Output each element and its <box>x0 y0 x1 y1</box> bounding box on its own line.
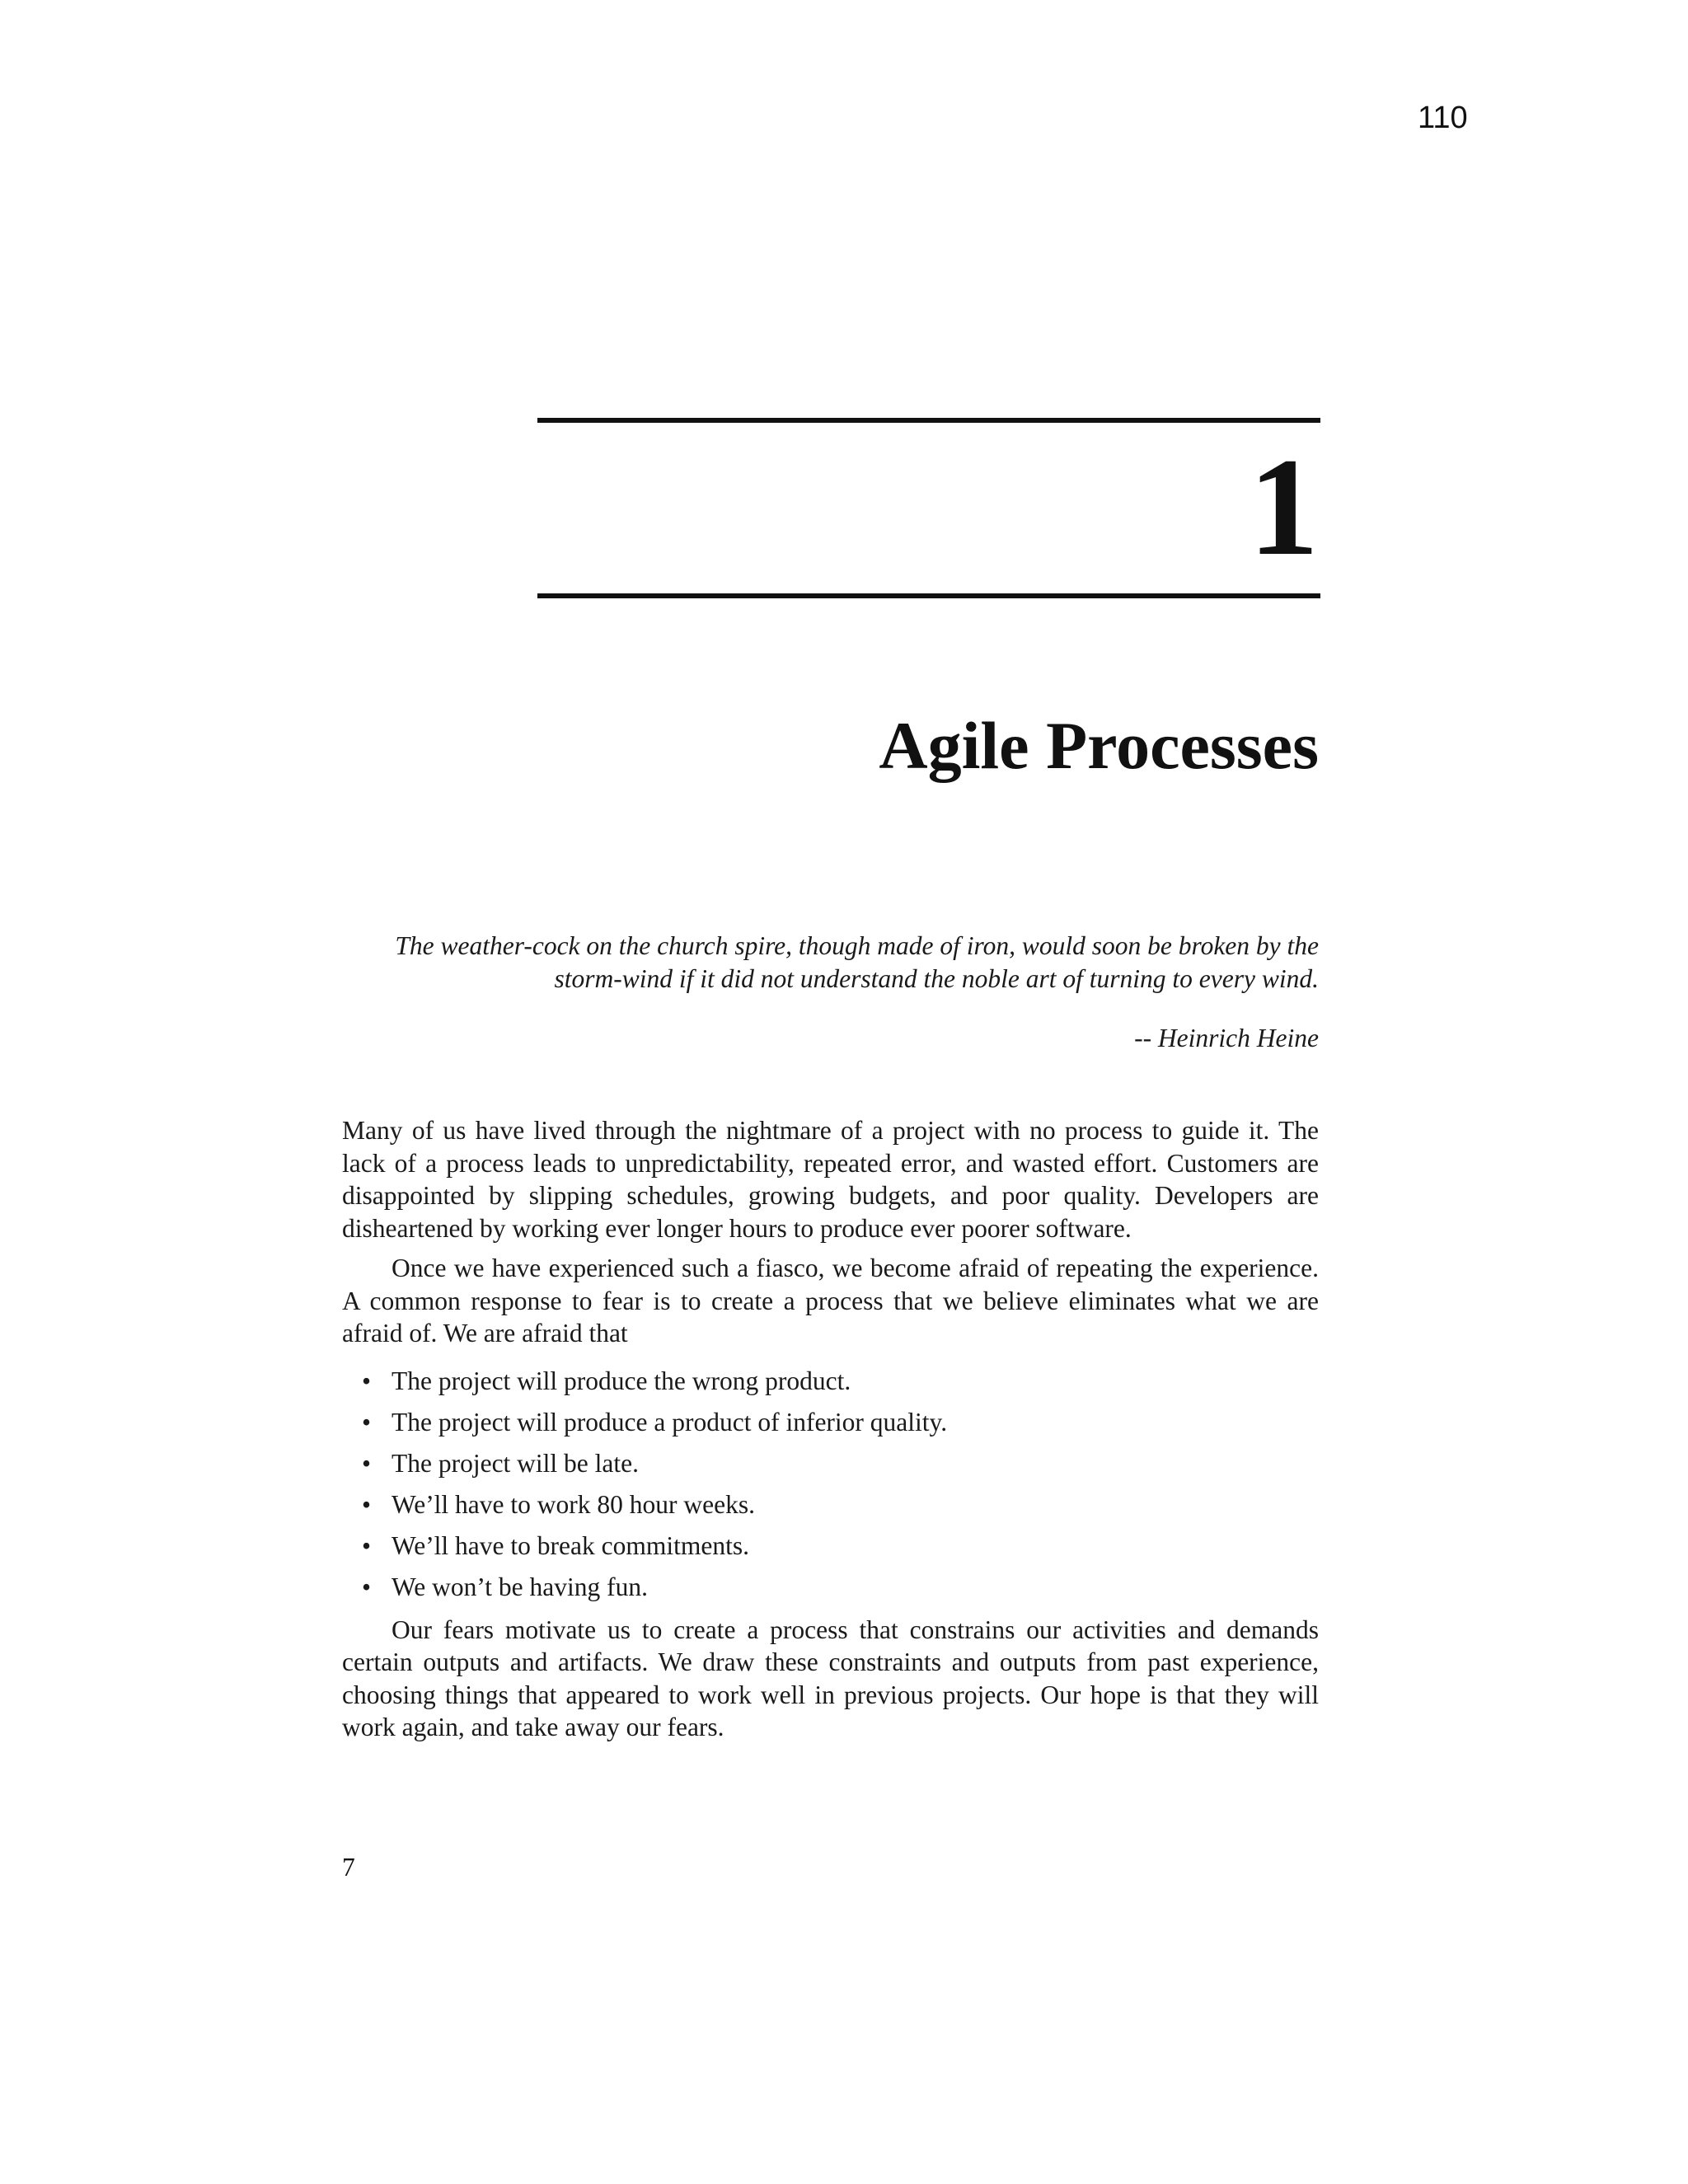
paragraph-conclusion: Our fears motivate us to create a process that constrains our activities and demands certain outputs and artifacts. We draw these constraints and outputs from past experience, choosing things that appeared to work well in previous projects. Our hope is that they will work again, and take away our fears. <box>342 1615 1319 1741</box>
list-item <box>342 1365 1319 1406</box>
list-item-text: We’ll have to work 80 hour weeks. <box>392 1489 755 1519</box>
paragraph-intro: Many of us have lived through the nightmare of a project with no process to guide it. The lack of a process leads to unpredictability, repeated error, and wasted effort. Customers are disappointed by slipping schedules, growing budgets, and poor quality. Developers are disheartened by working ever longer hours to produce ever poorer software. <box>342 1116 1319 1243</box>
list-item-text: The project will be late. <box>392 1448 640 1478</box>
chapter-title: Agile Processes <box>879 708 1319 783</box>
chapter-number: 1 <box>1249 429 1319 584</box>
epigraph-line-1: The weather-cock on the church spire, though made of iron, would soon be broken by the <box>395 931 1319 960</box>
pdf-page-number: 110 <box>1418 101 1468 135</box>
list-item <box>342 1571 1319 1612</box>
bullet-icon: • <box>362 1530 372 1560</box>
bullet-icon: • <box>362 1489 372 1519</box>
list-item-text: The project will produce the wrong product. <box>392 1366 851 1395</box>
list-item-text: The project will produce a product of inferior quality. <box>392 1407 948 1436</box>
paragraph-fears: Once we have experienced such a fiasco, we become afraid of repeating the experience. A common response to fear is to create a process that we believe eliminates what we are afraid of. We are afraid that <box>342 1254 1319 1347</box>
chapter-rule-bottom <box>537 593 1320 598</box>
epigraph-line-2: storm-wind if it did not understand the noble art of turning to every wind. <box>554 964 1319 993</box>
book-page-number: 7 <box>342 1853 355 1882</box>
chapter-rule-top <box>537 418 1320 423</box>
fears-list <box>342 1365 1319 1612</box>
bullet-icon: • <box>362 1407 372 1436</box>
list-item <box>342 1406 1319 1447</box>
epigraph-attribution: -- Heinrich Heine <box>1134 1024 1319 1052</box>
bullet-icon: • <box>362 1366 372 1395</box>
bullet-icon: • <box>362 1572 372 1601</box>
list-item-text: We’ll have to break commitments. <box>392 1530 749 1560</box>
list-item-text: We won’t be having fun. <box>392 1572 648 1601</box>
chapter-body <box>342 1114 1319 1744</box>
list-item <box>342 1447 1319 1488</box>
list-item <box>342 1530 1319 1571</box>
epigraph-quote <box>330 930 1319 996</box>
list-item <box>342 1488 1319 1530</box>
bullet-icon: • <box>362 1448 372 1478</box>
